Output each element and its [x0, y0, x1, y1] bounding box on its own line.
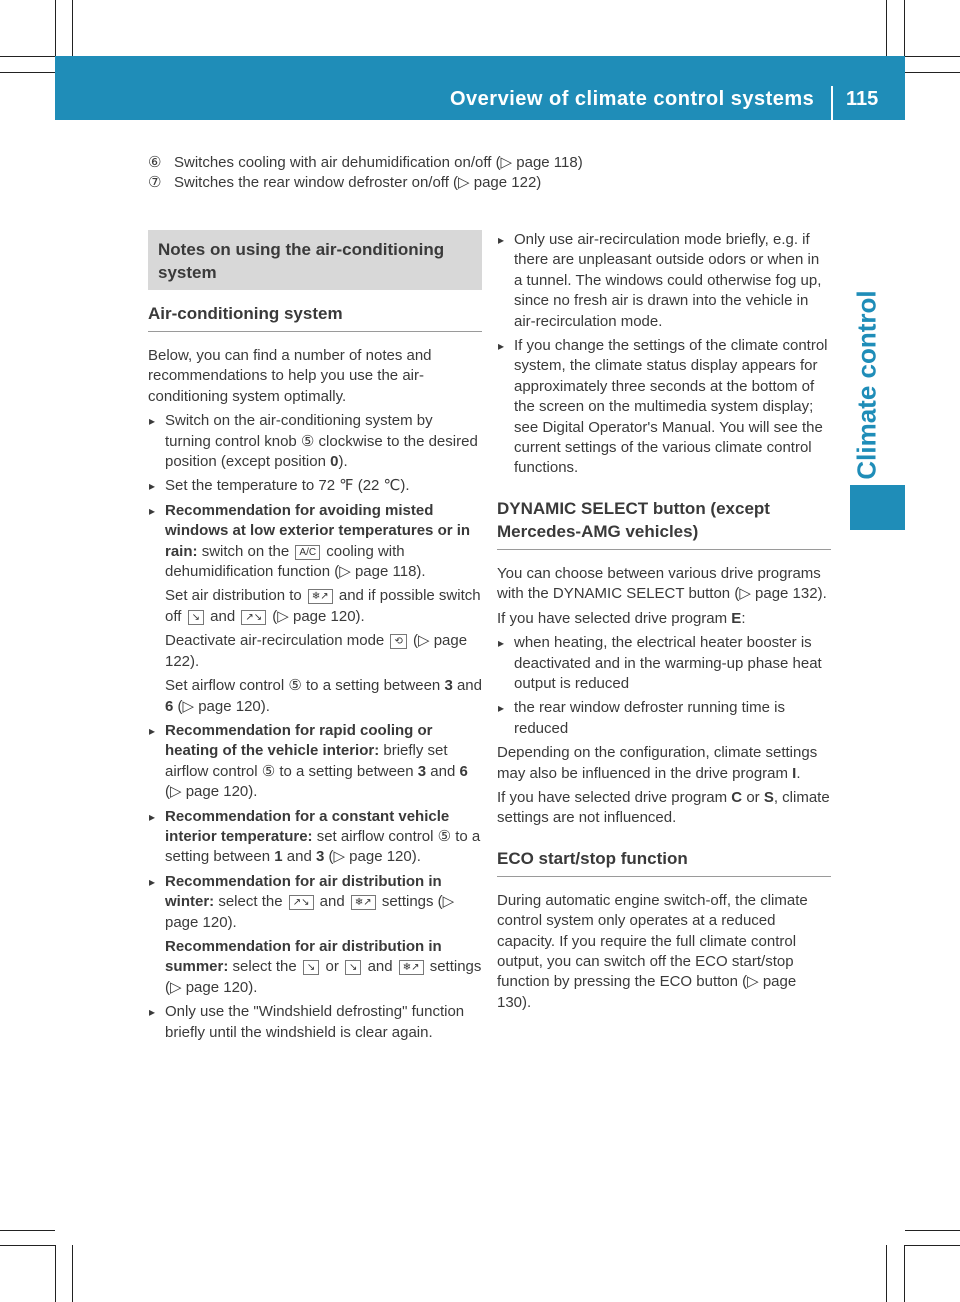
crop-mark [905, 1230, 960, 1231]
paragraph: You can choose between various drive programs with the DYNAMIC SELECT button (▷ page 132). [497, 564, 827, 603]
text: (▷ page 122). [165, 632, 468, 670]
bold-text: E [731, 609, 742, 627]
crop-mark [0, 56, 55, 57]
subsection-heading: Air-conditioning system [148, 302, 482, 332]
crop-mark [886, 1245, 887, 1302]
bold-text: 6 [165, 697, 174, 715]
text: to a setting between [165, 827, 481, 866]
crop-mark [0, 1230, 55, 1231]
bold-text: S [763, 788, 774, 806]
list-item [148, 721, 482, 803]
air-recirculation-icon: ⟲ [390, 634, 406, 649]
text: Set the temperature to 72 ℉ (22 ℃). [165, 477, 410, 495]
crop-mark [905, 56, 960, 57]
text: Deactivate air-recirculation mode [165, 632, 385, 650]
paragraph [497, 743, 831, 784]
subsection-heading: DYNAMIC SELECT button (except Mercedes-AMG vehicles) [497, 497, 831, 550]
bold-text: 6 [459, 762, 468, 780]
text: ). [338, 453, 348, 471]
bold-text: 1 [274, 848, 283, 866]
text: (▷ page 120). [272, 607, 365, 625]
text: and [430, 762, 456, 780]
airflow-number-icon: ⑤ [437, 827, 452, 845]
text: when heating, the electrical heater booster is deactivated and in the warming-up phase heat output is reduced [514, 634, 822, 692]
list-item [497, 336, 831, 479]
page-number: 115 [846, 88, 879, 110]
bold-text: Recommendation for avoiding misted windows at low exterior temperatures or in rain: [165, 501, 471, 560]
airflow-number-icon: ⑤ [288, 677, 302, 695]
text: Only use air-recirculation mode briefly, e.g. if there are unpleasant outside odors or when in a tunnel. The windows could otherwise fog up, since no fresh air is drawn into the vehicle in air-recirculation mode. [514, 231, 822, 330]
paragraph [497, 609, 831, 629]
text: and [367, 958, 393, 976]
subsection-heading: ECO start/stop function [497, 847, 831, 877]
crop-mark [904, 0, 905, 56]
footwell-air-icon: ↘ [303, 960, 319, 975]
text: If you change the settings of the climate control system, the climate status display appears for approximately three seconds at the bottom of the screen on the multimedia system display; see Digital Operator's Manual. You will see the current settings of the various climate control functions. [514, 337, 828, 477]
section-title: Notes on using the air-conditioning system [148, 230, 482, 290]
page-header-title: Overview of climate control systems [450, 88, 815, 110]
item-number: ⑦ [148, 174, 162, 192]
footwell-air-icon: ↘ [345, 960, 361, 975]
text: settings (▷ page 120). [165, 893, 455, 931]
text: and [286, 848, 312, 866]
text: briefly set airflow control [165, 742, 448, 780]
bold-text: C [731, 788, 743, 806]
text: to a setting between [306, 677, 441, 695]
list-item [497, 698, 831, 739]
text: (▷ page 120). [177, 697, 270, 715]
text: Set air distribution to [165, 587, 302, 605]
paragraph: During automatic engine switch-off, the climate control system only operates at a reduced capacity. If you require the full climate control output, you can switch off the ECO start/stop function by pressing the ECO button (▷ page 130). [497, 891, 808, 1011]
list-item [148, 501, 482, 717]
text: (▷ page 120). [165, 783, 258, 801]
defrost-windshield-icon: ❄↗ [308, 589, 333, 604]
airflow-number-icon: ⑤ [261, 762, 276, 780]
chapter-side-tab: Climate control [851, 290, 882, 480]
bold-text: 0 [330, 453, 339, 471]
item-number: ⑥ [148, 154, 162, 171]
crop-mark [905, 1245, 960, 1246]
list-item [148, 476, 482, 496]
defrost-windshield-icon: ❄↗ [399, 960, 424, 975]
text: (▷ page 120). [328, 848, 421, 866]
text: and [319, 893, 345, 911]
knob-number-icon: ⑤ [300, 432, 315, 450]
crop-mark [72, 0, 73, 56]
text: switch on the [201, 542, 290, 560]
text: settings (▷ page 120). [165, 958, 482, 996]
list-item [148, 153, 788, 173]
bold-text: 3 [315, 848, 325, 866]
paragraph: Below, you can find a number of notes and recommendations to help you use the air-conditioning system optimally. [148, 347, 432, 405]
ac-icon: A/C [295, 545, 320, 560]
defrost-windshield-icon: ❄↗ [351, 895, 376, 910]
text: select the [232, 958, 297, 976]
text: : [741, 609, 746, 627]
text: or [746, 788, 760, 806]
text: or [325, 958, 339, 976]
footwell-air-icon: ↘ [188, 610, 204, 625]
bold-text: I [792, 764, 797, 782]
text: If you have selected drive program [497, 609, 728, 627]
text: Set airflow control [165, 677, 285, 695]
list-item [497, 633, 831, 694]
bold-text: Recommendation for air distribution in winter: [165, 872, 442, 911]
text: clockwise to the desired position (except position [165, 432, 478, 471]
list-item [497, 230, 831, 332]
list-item [148, 807, 482, 868]
bold-text: 3 [444, 677, 453, 695]
text: and if possible switch off [165, 587, 481, 625]
text: Only use the "Windshield defrosting" function briefly until the windshield is clear again. [165, 1003, 465, 1041]
text: If you have selected drive program [497, 788, 728, 806]
list-item [148, 1002, 482, 1043]
left-column [148, 230, 482, 1047]
text: Depending on the configuration, climate settings may also be influenced in the drive program [497, 744, 818, 782]
bullet-list [497, 633, 831, 739]
crop-mark [0, 1245, 55, 1246]
bold-text: Recommendation for a constant vehicle interior temperature: [165, 807, 450, 845]
text: and [456, 677, 482, 695]
crop-mark [55, 0, 56, 56]
crop-mark [0, 72, 55, 73]
bold-text: Recommendation for air distribution in summer: [165, 937, 442, 976]
text: Switch on the air-conditioning system by turning control knob [165, 412, 433, 450]
crop-mark [72, 1245, 73, 1302]
bullet-list [148, 411, 482, 1043]
bold-text: Recommendation for rapid cooling or heating of the vehicle interior: [165, 721, 433, 760]
crop-mark [886, 0, 887, 56]
text: and [210, 607, 236, 625]
vent-footwell-air-icon: ↗↘ [241, 610, 266, 625]
vent-footwell-air-icon: ↗↘ [289, 895, 314, 910]
text: select the [218, 893, 283, 911]
text: , climate settings are not influenced. [497, 788, 830, 827]
right-column [497, 230, 831, 1017]
intro-list [148, 153, 788, 194]
list-item [148, 173, 788, 193]
bullet-list [497, 230, 831, 479]
list-item [148, 872, 482, 998]
text: to a setting between [279, 762, 414, 780]
crop-mark [905, 72, 960, 73]
text: the rear window defroster running time is reduced [514, 699, 785, 737]
text: set airflow control [316, 827, 434, 845]
item-text: Switches the rear window defroster on/off (▷ page 122) [174, 174, 542, 192]
bold-text: 3 [417, 762, 427, 780]
list-item [148, 411, 482, 472]
text: . [796, 764, 801, 782]
text: cooling with dehumidification function (▷ page 118). [165, 542, 426, 581]
item-text: Switches cooling with air dehumidification on/off (▷ page 118) [174, 154, 583, 171]
crop-mark [904, 1245, 905, 1302]
paragraph [497, 788, 831, 829]
chapter-marker-block [850, 485, 905, 530]
header-divider [831, 86, 833, 120]
crop-mark [55, 1245, 56, 1302]
